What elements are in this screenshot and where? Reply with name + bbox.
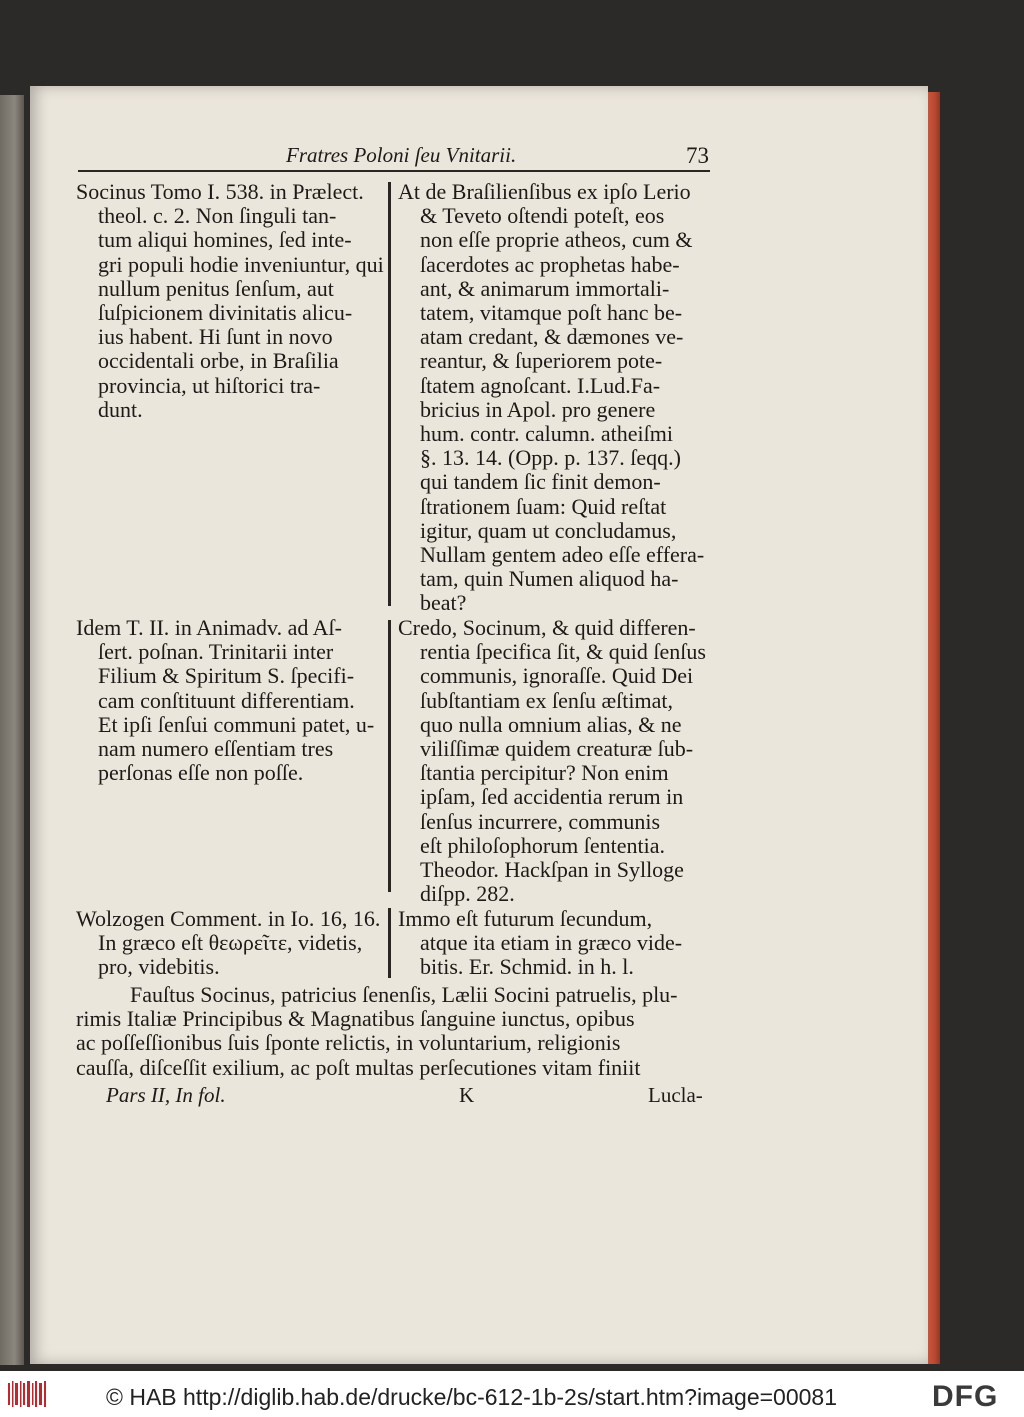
text-line: communis, ignoraſſe. Quid Dei <box>420 663 694 689</box>
text-line: viliſſimæ quidem creaturæ ſub- <box>420 736 694 762</box>
text-line: provincia, ut hiſtorici tra- <box>98 372 321 398</box>
catchword: Lucla- <box>648 1083 703 1107</box>
text-line: ſacerdotes ac prophetas habe- <box>420 251 680 277</box>
text-line: Socinus Tomo I. 538. in Prælect. <box>76 179 364 204</box>
text-line: gri populi hodie inveniuntur, qui <box>98 251 384 277</box>
text-line: cam conſtituunt differentiam. <box>98 687 355 713</box>
running-header: Fratres Poloni ſeu Vnitarii. <box>286 143 517 167</box>
text-line: Idem T. II. in Animadv. ad Aſ- <box>76 615 342 640</box>
facing-page-edge <box>0 95 24 1365</box>
text-line: Nullam gentem adeo eſſe effera- <box>420 542 705 568</box>
left-note-2 <box>76 616 386 785</box>
text-line: cauſſa, diſceſſit exilium, ac poſt multas perſecutiones vitam finiit <box>76 1054 641 1080</box>
dfg-logo: DFG <box>932 1380 999 1413</box>
text-line: Wolzogen Comment. in Io. 16, 16. <box>76 906 381 931</box>
text-line: non eſſe proprie atheos, cum & <box>420 227 693 253</box>
text-line: theol. c. 2. Non ſinguli tan- <box>98 203 337 229</box>
text-line: Filium & Spiritum S. ſpecifi- <box>98 663 355 689</box>
text-line: qui tandem ſic finit demon- <box>420 469 661 495</box>
body-paragraph <box>76 983 716 1080</box>
barcode-icon <box>8 1379 46 1409</box>
text-line: & Teveto oſtendi poteſt, eos <box>420 203 665 229</box>
text-line: bitis. Er. Schmid. in h. l. <box>420 954 634 980</box>
text-line: rimis Italiæ Principibus & Magnatibus ſanguine iunctus, opibus <box>76 1006 635 1032</box>
text-line: tam, quin Numen aliquod ha- <box>420 566 679 592</box>
text-line: §. 13. 14. (Opp. p. 137. ſeqq.) <box>420 445 681 471</box>
text-line: tatem, vitamque poſt hanc be- <box>420 300 683 326</box>
text-line: nam numero eſſentiam tres <box>98 736 334 762</box>
right-note-column <box>398 180 714 616</box>
left-note-column-2 <box>76 616 386 785</box>
header-rule <box>78 170 710 172</box>
red-page-edge <box>928 92 940 1364</box>
text-line: atam credant, & dæmones ve- <box>420 324 684 350</box>
text-line: reantur, & ſuperiorem pote- <box>420 348 663 374</box>
footer-volume: Pars II, In fol. <box>106 1083 226 1107</box>
text-line: Theodor. Hackſpan in Sylloge <box>420 857 684 883</box>
text-line: Fauſtus Socinus, patricius ſenenſis, Lælii Socini patruelis, plu- <box>130 982 678 1007</box>
text-line: pro, videbitis. <box>98 954 220 980</box>
text-line: ſuſpicionem divinitatis alicu- <box>98 300 353 326</box>
right-note-3 <box>398 907 714 980</box>
text-line: ſtatem agnoſcant. I.Lud.Fa- <box>420 372 661 398</box>
text-line: At de Braſilienſibus ex ipſo Lerio <box>398 179 691 204</box>
text-line: beat? <box>420 590 467 616</box>
left-note-column <box>76 180 386 422</box>
text-line: ſtrationem ſuam: Quid reſtat <box>420 493 667 519</box>
left-note-1 <box>76 180 386 422</box>
column-divider <box>388 182 391 606</box>
text-line: Immo eſt futurum ſecundum, <box>398 906 653 931</box>
text-line: ſert. poſnan. Trinitarii inter <box>98 639 334 665</box>
signature-mark: K <box>459 1083 475 1107</box>
page-number: 73 <box>686 143 709 168</box>
text-line: quo nulla omnium alias, & ne <box>420 711 682 737</box>
right-note-2 <box>398 616 714 906</box>
text-line: atque ita etiam in græco vide- <box>420 930 683 956</box>
text-line: ipſam, ſed accidentia rerum in <box>420 784 684 810</box>
copyright-link[interactable]: © HAB http://diglib.hab.de/drucke/bc-612-1b-2s/start.htm?image=00081 <box>106 1384 838 1410</box>
text-line: ant, & animarum immortali- <box>420 275 670 301</box>
text-line: hum. contr. calumn. atheiſmi <box>420 421 673 447</box>
right-note-column-2 <box>398 616 714 906</box>
text-line: rentia ſpecifica ſit, & quid ſenſus <box>420 639 706 665</box>
left-note-column-3 <box>76 907 386 980</box>
text-line: perſonas eſſe non poſſe. <box>98 760 304 786</box>
text-line: ſenſus incurrere, communis <box>420 808 661 834</box>
text-line: diſpp. 282. <box>420 881 515 907</box>
text-line: ius habent. Hi ſunt in novo <box>98 324 333 350</box>
text-line: ac poſſeſſionibus ſuis ſponte relictis, in voluntarium, religionis <box>76 1030 621 1056</box>
text-line: In græco eſt θεωρεῖτε, videtis, <box>98 930 363 956</box>
right-note-column-3 <box>398 907 714 980</box>
text-line: tum aliqui homines, ſed inte- <box>98 227 352 253</box>
text-line: ſtantia percipitur? Non enim <box>420 760 669 786</box>
column-divider <box>388 620 391 892</box>
text-line: ſubſtantiam ex ſenſu æſtimat, <box>420 687 673 713</box>
left-note-3 <box>76 907 386 980</box>
text-line: Et ipſi ſenſui communi patet, u- <box>98 711 375 737</box>
text-line: Credo, Socinum, & quid differen- <box>398 615 696 640</box>
column-divider <box>388 908 391 978</box>
text-line: igitur, quam ut concludamus, <box>420 517 677 543</box>
text-line: bricius in Apol. pro genere <box>420 396 656 422</box>
text-line: occidentali orbe, in Braſilia <box>98 348 339 374</box>
text-line: nullum penitus ſenſum, aut <box>98 275 334 301</box>
right-note-1 <box>398 180 714 616</box>
text-line: dunt. <box>98 396 143 422</box>
text-line: eſt philoſophorum ſententia. <box>420 832 666 858</box>
